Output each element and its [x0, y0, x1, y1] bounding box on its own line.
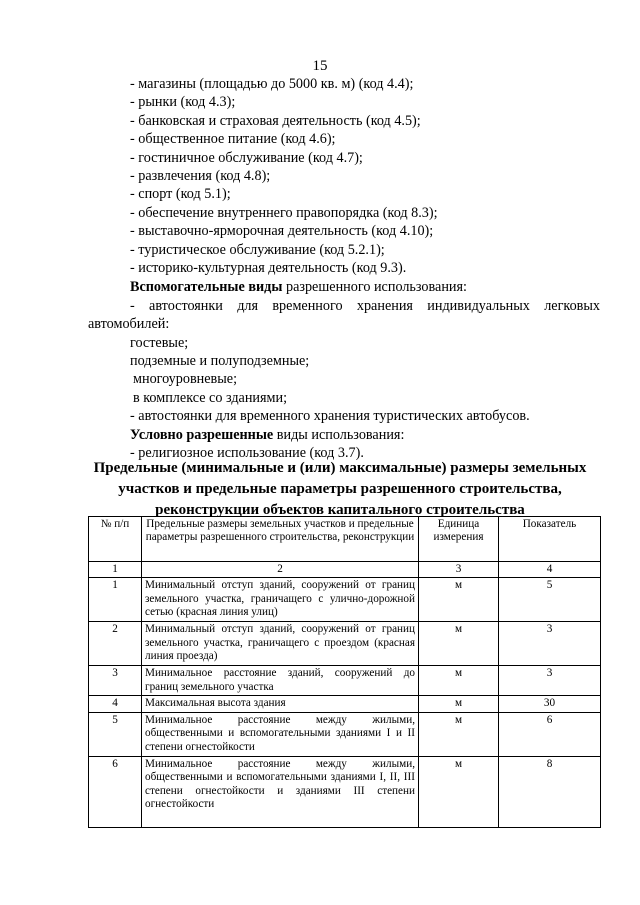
table-title [60, 458, 620, 521]
row-number: 2 [89, 622, 142, 666]
list-item: - банковская и страховая деятельность (код 4.5); [130, 112, 421, 129]
list-item: многоуровневые; [133, 371, 238, 387]
header-description: Предельные размеры земельных участков и предельные параметры разрешенного строительства, реконструкции [142, 517, 419, 562]
list-item: - гостиничное обслуживание (код 4.7); [130, 149, 363, 166]
row-description: Минимальный отступ зданий, сооружений от границ земельного участка, граничащего с улично-дорожной сетью (красная линия улиц) [142, 578, 419, 622]
row-value: 30 [499, 696, 601, 712]
table-row [89, 756, 601, 827]
parking-line-1: - автостоянки для временного хранения индивидуальных легковых [130, 298, 600, 314]
row-unit: м [419, 756, 499, 827]
page-number: 15 [312, 58, 328, 74]
list-item: - спорт (код 5.1); [130, 186, 231, 203]
index-cell: 3 [419, 562, 499, 578]
table-row [89, 622, 601, 666]
row-number: 5 [89, 712, 142, 756]
row-number: 1 [89, 578, 142, 622]
table-header-row [89, 517, 601, 562]
list-item: - магазины (площадью до 5000 кв. м) (код 4.4); [130, 76, 414, 92]
table-row [89, 712, 601, 756]
list-item: - выставочно-ярморочная деятельность (код 4.10); [130, 223, 434, 240]
list-item: - туристическое обслуживание (код 5.2.1); [130, 241, 385, 258]
list-item: - историко-культурная деятельность (код 9.3). [130, 260, 407, 277]
row-unit: м [419, 578, 499, 622]
table-row [89, 578, 601, 622]
list-item: - рынки (код 4.3); [130, 94, 236, 111]
header-value: Показатель [499, 517, 601, 562]
parameters-table [88, 516, 601, 828]
list-item: - развлечения (код 4.8); [130, 168, 271, 185]
row-value: 3 [499, 622, 601, 666]
row-number: 3 [89, 666, 142, 696]
conditional-heading [130, 426, 404, 444]
row-value: 5 [499, 578, 601, 622]
auxiliary-heading-bold: Вспомогательные виды [130, 279, 283, 295]
row-description: Минимальное расстояние зданий, сооружений до границ земельного участка [142, 666, 419, 696]
header-number: № п/п [89, 517, 142, 562]
table-title-line: Предельные (минимальные и (или) максимальные) размеры земельных [93, 460, 587, 476]
list-item: гостевые; [130, 335, 189, 351]
index-cell: 2 [142, 562, 419, 578]
table-row [89, 666, 601, 696]
header-unit: Единица измерения [419, 517, 499, 562]
conditional-heading-bold: Условно разрешенные [130, 427, 274, 443]
row-description: Минимальное расстояние между жилыми, общественными и вспомогательными зданиями I, II, III степени огнестойкости и зданиями III степени огнестойкости [142, 756, 419, 827]
table-title-line: участков и предельные параметры разрешенного строительства, [118, 481, 562, 497]
row-unit: м [419, 622, 499, 666]
row-unit: м [419, 666, 499, 696]
row-description: Минимальное расстояние между жилыми, общественными и вспомогательными зданиями I и II степени огнестойкости [142, 712, 419, 756]
list-item: - религиозное использование (код 3.7). [130, 445, 364, 461]
row-value: 6 [499, 712, 601, 756]
list-item: подземные и полуподземные; [130, 353, 310, 369]
table-index-row [89, 562, 601, 578]
row-value: 8 [499, 756, 601, 827]
row-description: Максимальная высота здания [142, 696, 419, 712]
row-unit: м [419, 712, 499, 756]
table-title-line: реконструкции объектов капитального строительства [155, 502, 525, 518]
index-cell: 1 [89, 562, 142, 578]
table-row [89, 696, 601, 712]
row-number: 6 [89, 756, 142, 827]
auxiliary-heading-rest: разрешенного использования: [282, 279, 467, 295]
row-unit: м [419, 696, 499, 712]
list-item: - общественное питание (код 4.6); [130, 131, 336, 148]
auxiliary-heading [130, 278, 467, 296]
list-item: в комплексе со зданиями; [133, 390, 288, 406]
conditional-heading-rest: виды использования: [273, 427, 405, 443]
list-item: - автостоянки для временного хранения туристических автобусов. [130, 408, 530, 424]
index-cell: 4 [499, 562, 601, 578]
parking-line-2: автомобилей: [88, 316, 170, 332]
row-description: Минимальный отступ зданий, сооружений от границ земельного участка, граничащего с проездом (красная линия проезда) [142, 622, 419, 666]
row-number: 4 [89, 696, 142, 712]
list-item: - обеспечение внутреннего правопорядка (код 8.3); [130, 204, 438, 221]
main-uses-list [130, 75, 600, 277]
row-value: 3 [499, 666, 601, 696]
